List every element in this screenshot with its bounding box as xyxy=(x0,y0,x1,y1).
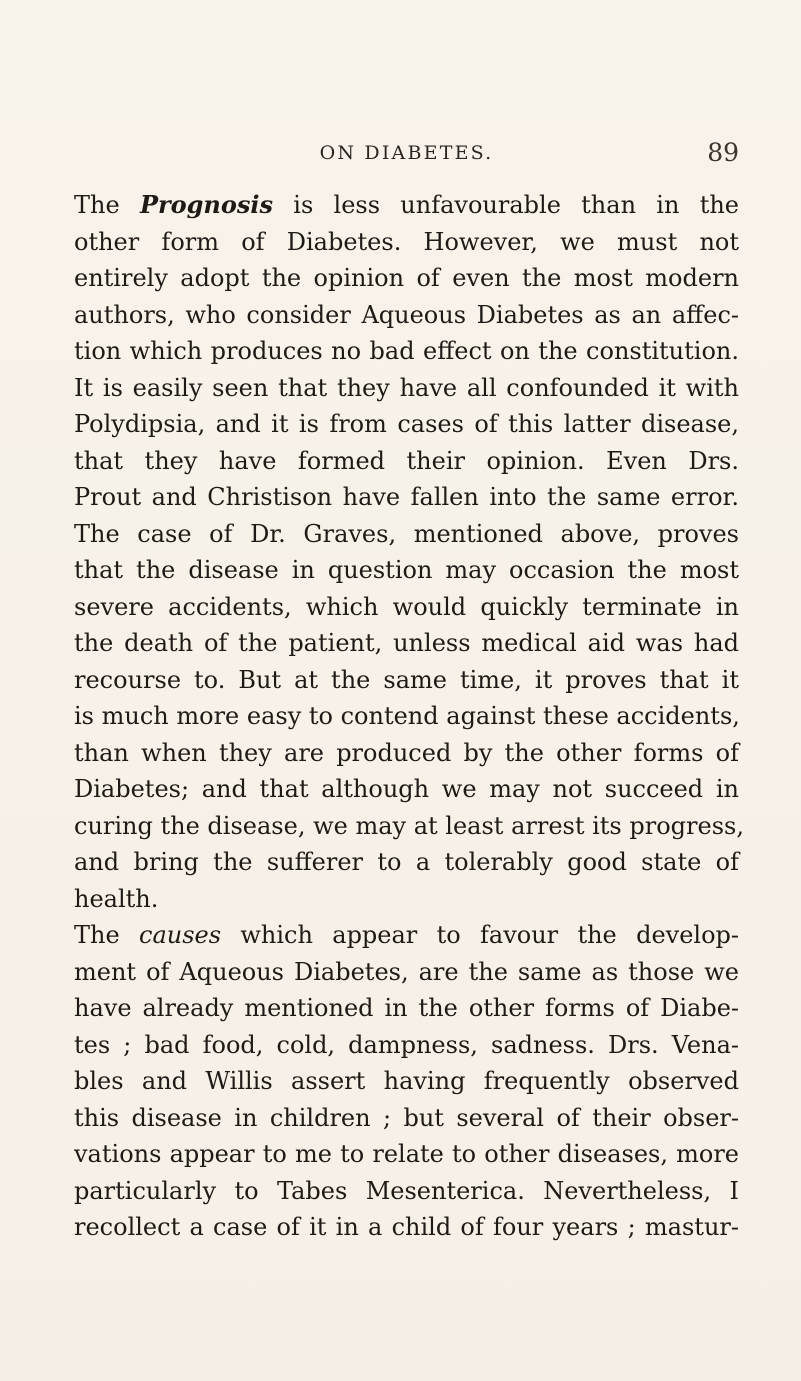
text-line: the death of the patient, unless medical aid was had xyxy=(74,629,739,657)
text-line: severe accidents, which would quickly terminate in xyxy=(74,592,739,621)
text-line: is much more easy to contend against these accidents, xyxy=(74,702,740,730)
prognosis-term: Prognosis xyxy=(139,190,274,219)
text-line: this disease in children ; but several of their obser- xyxy=(74,1103,739,1132)
text-line: ment of Aqueous Diabetes, are the same as those we xyxy=(74,957,739,986)
text-line: The case of Dr. Graves, mentioned above, proves xyxy=(74,519,739,548)
text-line: Prout and Christison have fallen into the same error. xyxy=(74,483,739,511)
running-title: ON DIABETES. xyxy=(319,142,494,164)
text-line: recourse to. But at the same time, it proves that it xyxy=(74,665,739,694)
text-line: other form of Diabetes. However, we must not xyxy=(74,227,739,256)
text-line: The causes which appear to favour the develop- xyxy=(74,921,740,949)
text-line: bles and Willis assert having frequently observed xyxy=(74,1067,739,1095)
text-line: have already mentioned in the other forms of Diabe- xyxy=(74,994,739,1022)
text-line: It is easily seen that they have all confounded it with xyxy=(74,373,739,402)
running-head xyxy=(74,140,739,170)
text-line: Diabetes; and that although we may not succeed in xyxy=(74,775,739,803)
text-line: authors, who consider Aqueous Diabetes as an affec- xyxy=(74,300,739,329)
text-line: recollect a case of it in a child of four years ; mastur- xyxy=(74,1213,739,1241)
text-line: that they have formed their opinion. Even Drs. xyxy=(74,446,739,475)
text-line: Polydipsia, and it is from cases of this latter disease, xyxy=(74,410,739,438)
text-line: tes ; bad food, cold, dampness, sadness. Drs. Vena- xyxy=(74,1030,739,1059)
text-line: than when they are produced by the other forms of xyxy=(74,738,739,767)
text-line: that the disease in question may occasion the most xyxy=(74,556,739,584)
page-number: 89 xyxy=(707,138,739,167)
text-line: vations appear to me to relate to other diseases, more xyxy=(74,1140,739,1168)
body-text xyxy=(74,187,744,1246)
causes-term: causes xyxy=(139,921,222,949)
text-line: particularly to Tabes Mesenterica. Nevertheless, I xyxy=(74,1176,739,1205)
text-line: tion which produces no bad effect on the constitution. xyxy=(74,337,739,365)
text-line: The Prognosis is less unfavourable than in the xyxy=(74,190,739,219)
text-line: entirely adopt the opinion of even the most modern xyxy=(74,264,739,292)
text-line: curing the disease, we may at least arrest its progress, xyxy=(74,811,744,840)
text-line: and bring the sufferer to a tolerably good state of xyxy=(74,848,739,876)
text-line: health. xyxy=(74,884,159,913)
